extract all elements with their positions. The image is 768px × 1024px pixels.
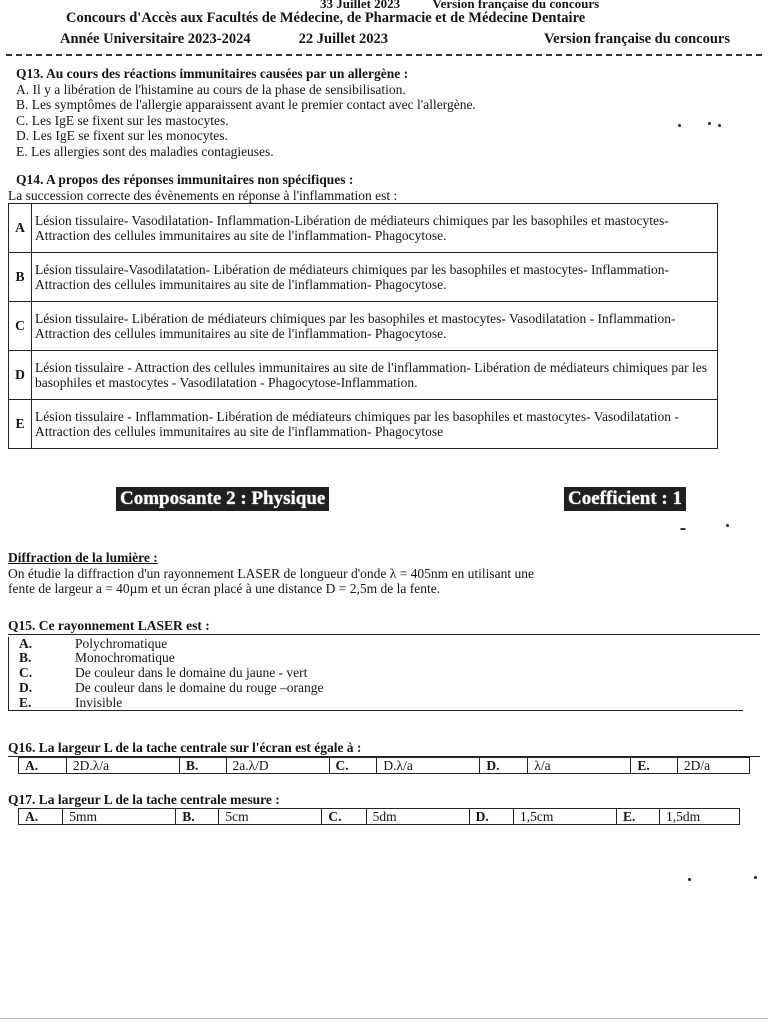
option-e: E. Les allergies sont des maladies contagieuses. xyxy=(16,143,274,159)
page-bottom-edge xyxy=(0,1018,768,1019)
option-b: B. Les symptômes de l'allergie apparaissent avant le premier contact avec l'allergène. xyxy=(16,97,476,112)
question-14-subtitle: La succession correcte des évènements en réponse à l'inflammation est : xyxy=(8,188,398,203)
option-text: 5mm xyxy=(63,808,176,825)
option-text: 2a.λ/D xyxy=(226,757,329,774)
option-d xyxy=(9,681,743,696)
header-year: Année Universitaire 2023-2024 xyxy=(60,31,251,47)
option-letter: C. xyxy=(329,757,377,774)
row-letter: E xyxy=(9,400,32,449)
header-divider xyxy=(6,54,762,56)
option-text: D.λ/a xyxy=(377,757,480,774)
row-text: Lésion tissulaire- Libération de médiateurs chimiques par les basophiles et mastocytes- Vasodilatation - Inflammation- Attraction des cellules immunitaires au site de l'inflammation- Phagocytose. xyxy=(32,302,718,351)
option-letter: A. xyxy=(19,635,33,651)
question-title: Q16. La largeur L de la tache centrale sur l'écran est égale à : xyxy=(8,740,760,757)
option-text: 5dm xyxy=(366,808,469,825)
question-title: Q17. La largeur L de la tache centrale mesure : xyxy=(8,792,280,807)
option-text: Invisible xyxy=(75,694,123,710)
diffraction-line-1: On étudie la diffraction d'un rayonnement LASER de longueur d'onde λ = 405nm en utilisant une xyxy=(8,565,535,581)
option-letter: E. xyxy=(19,694,32,710)
option-text: Polychromatique xyxy=(75,635,168,651)
header-title: Concours d'Accès aux Facultés de Médecine, de Pharmacie et de Médecine Dentaire xyxy=(66,10,586,26)
option-c xyxy=(9,666,743,681)
option-letter: C. xyxy=(19,665,33,681)
question-title: Q13. Au cours des réactions immunitaires causées par un allergène : xyxy=(16,66,409,81)
option-text: 2D.λ/a xyxy=(66,757,179,774)
option-letter: D. xyxy=(469,808,513,825)
option-a xyxy=(9,637,743,652)
section-title: Composante 2 : Physique xyxy=(116,487,329,511)
option-text: De couleur dans le domaine du jaune - vert xyxy=(75,665,308,681)
header-subline xyxy=(60,31,730,48)
option-a: A. Il y a libération de l'histamine au cours de la phase de sensibilisation. xyxy=(16,81,406,97)
option-text: Monochromatique xyxy=(75,650,175,666)
row-text: Lésion tissulaire- Vasodilatation- Inflammation-Libération de médiateurs chimiques par les basophiles et mastocytes- Attraction des cellules immunitaires au site de l'inflammation- Phagocytose. xyxy=(32,204,718,253)
option-letter: D. xyxy=(19,679,33,695)
table-row xyxy=(9,253,718,302)
option-list xyxy=(16,82,476,160)
table-row xyxy=(9,204,718,253)
table-row xyxy=(9,302,718,351)
row-text: Lésion tissulaire-Vasodilatation- Libération de médiateurs chimiques par les basophiles et mastocytes- Inflammation- Attraction des cellules immunitaires au site de l'inflammation- Phagocytose. xyxy=(32,253,718,302)
option-text: λ/a xyxy=(528,757,631,774)
option-text: 1,5cm xyxy=(513,808,616,825)
row-text: Lésion tissulaire - Inflammation- Libération de médiateurs chimiques par les basophiles et mastocytes- Vasodilatation - Attraction des cellules immunitaires au site de l'inflammation- Phagocytose xyxy=(32,400,718,449)
table-row xyxy=(9,400,718,449)
option-text: 5cm xyxy=(219,808,322,825)
option-c: C. Les IgE se fixent sur les mastocytes. xyxy=(16,112,229,128)
option-letter: E. xyxy=(631,757,678,774)
question-16 xyxy=(8,740,760,774)
option-letter: A. xyxy=(19,757,67,774)
diffraction-intro xyxy=(8,550,760,597)
section-banner xyxy=(116,487,686,511)
speck-mark xyxy=(718,124,721,127)
option-letter: B. xyxy=(19,650,32,666)
option-letter: E. xyxy=(616,808,659,825)
speck-mark xyxy=(754,876,757,879)
option-e xyxy=(9,696,743,711)
header-topline: 33 Juillet 2023 Version française du concours xyxy=(320,0,600,11)
row-letter: A xyxy=(9,204,32,253)
question-13 xyxy=(16,66,476,159)
option-row xyxy=(18,757,750,775)
header-date: 22 Juillet 2023 xyxy=(298,31,389,47)
section-coefficient: Coefficient : 1 xyxy=(564,487,686,511)
question-17 xyxy=(8,792,760,825)
question-15 xyxy=(8,618,760,711)
option-text: 2D/a xyxy=(677,757,749,774)
row-text: Lésion tissulaire - Attraction des cellules immunitaires au site de l'inflammation- Libération de médiateurs chimiques par les basophiles et mastocytes - Vasodilatation - Phagocytose-Inflammation. xyxy=(32,351,718,400)
question-title: Q15. Ce rayonnement LASER est : xyxy=(8,618,760,635)
option-text: De couleur dans le domaine du rouge –orange xyxy=(75,679,324,695)
option-row xyxy=(18,808,740,826)
q14-table xyxy=(8,203,718,449)
speck-mark xyxy=(688,878,691,881)
speck-mark xyxy=(726,524,729,527)
option-text: 1,5dm xyxy=(660,808,740,825)
question-14 xyxy=(16,172,353,188)
header-version: Version française du concours xyxy=(544,31,730,47)
speck-mark xyxy=(708,122,711,125)
table-row xyxy=(9,351,718,400)
row-letter: C xyxy=(9,302,32,351)
option-d: D. Les IgE se fixent sur les monocytes. xyxy=(16,128,228,143)
option-letter: B. xyxy=(176,808,219,825)
diffraction-line-2: fente de largeur a = 40µm et un écran placé à une distance D = 2,5m de la fente. xyxy=(8,581,441,596)
question-title: Q14. A propos des réponses immunitaires non spécifiques : xyxy=(16,172,354,187)
row-letter: D xyxy=(9,351,32,400)
option-letter: C. xyxy=(322,808,366,825)
speck-mark xyxy=(680,528,686,530)
option-letter: A. xyxy=(19,808,63,825)
option-letter: B. xyxy=(179,757,226,774)
option-list xyxy=(8,637,743,712)
option-letter: D. xyxy=(480,757,528,774)
row-letter: B xyxy=(9,253,32,302)
diffraction-title: Diffraction de la lumière : xyxy=(8,550,158,565)
speck-mark xyxy=(678,124,681,127)
option-b xyxy=(9,651,743,666)
